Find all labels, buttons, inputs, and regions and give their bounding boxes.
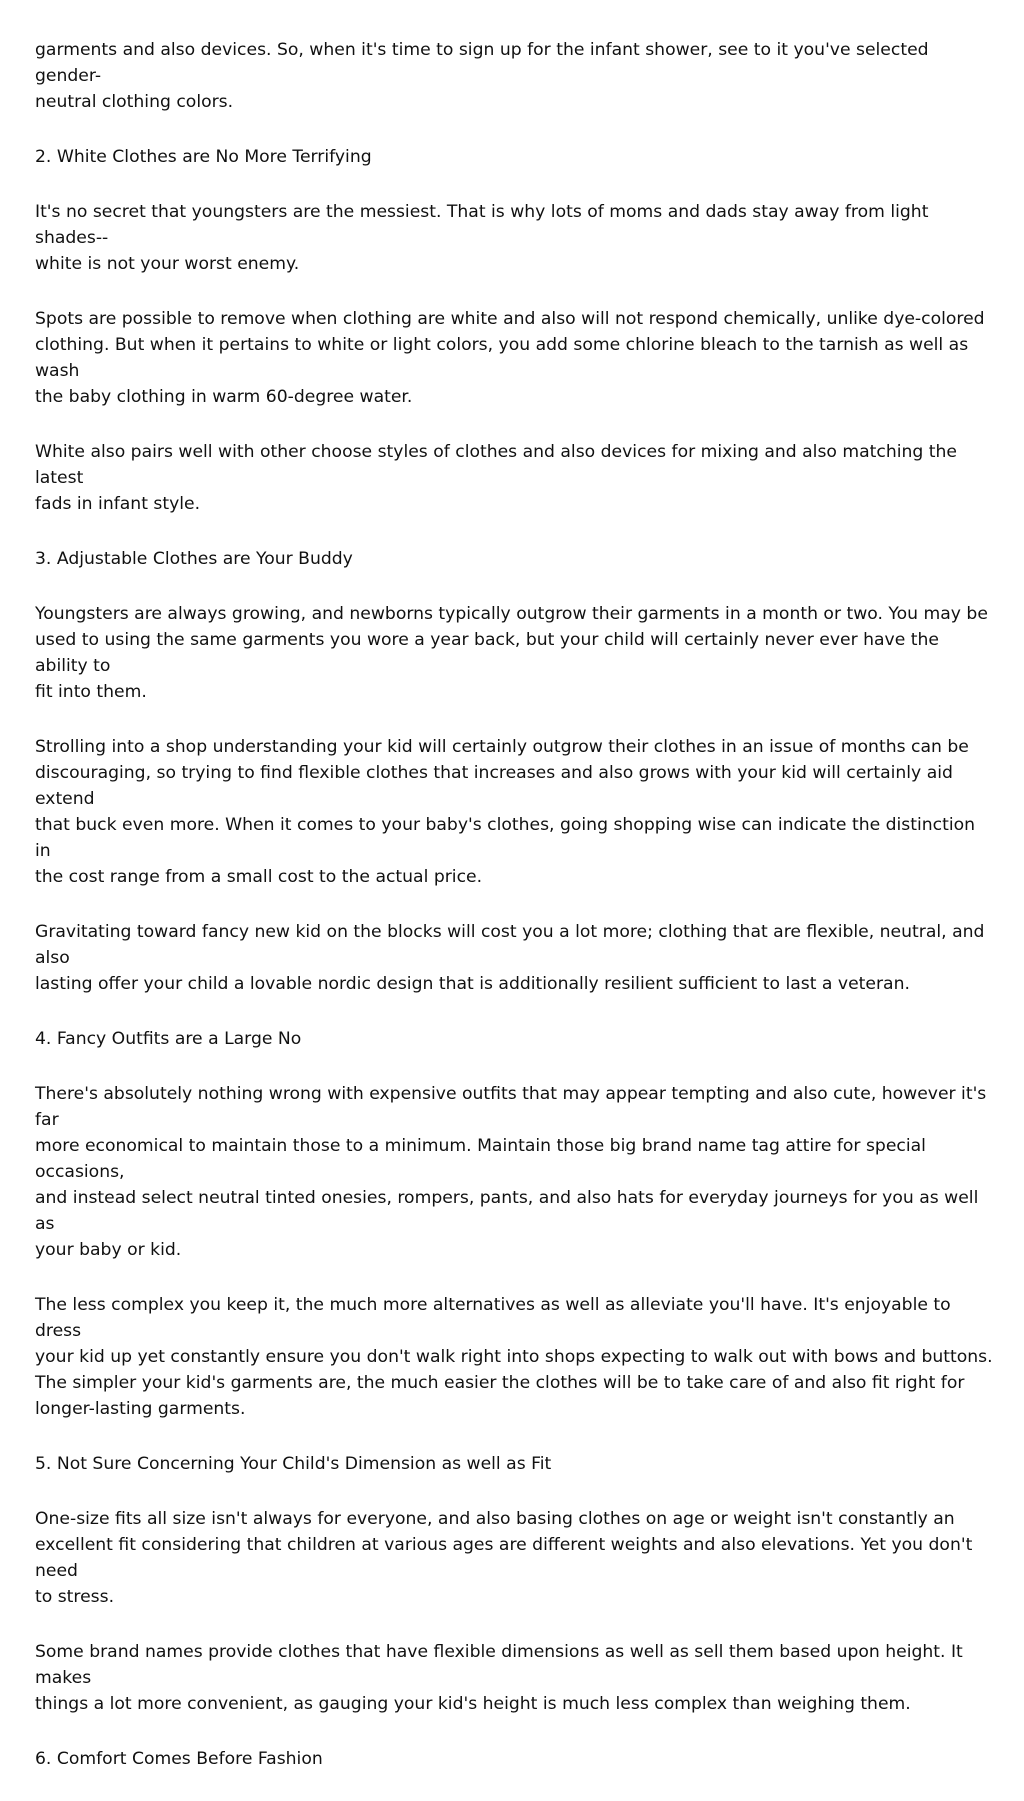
- paragraph: Some brand names provide clothes that have flexible dimensions as well as sell them based upon height. It makes things a lot more convenient, as gauging your kid's height is much less complex than weighing them.: [35, 1642, 963, 1714]
- paragraph: One-size fits all size isn't always for everyone, and also basing clothes on age or weight isn't constantly an excellent fit considering that children at various ages are different weights and also elevations. Yet you don't need to stress.: [35, 1509, 973, 1607]
- section-heading: 6. Comfort Comes Before Fashion: [35, 1749, 323, 1769]
- paragraph: It's no secret that youngsters are the messiest. That is why lots of moms and dads stay away from light shades-- white is not your worst enemy.: [35, 202, 929, 274]
- paragraph: White also pairs well with other choose styles of clothes and also devices for mixing and also matching the latest fads in infant style.: [35, 442, 957, 514]
- paragraph: Spots are possible to remove when clothing are white and also will not respond chemically, unlike dye-colored clothing. But when it pertains to white or light colors, you add some chlorine bleach to the tarnish as well as wash the baby clothing in warm 60-degree water.: [35, 309, 985, 407]
- section-heading: 5. Not Sure Concerning Your Child's Dimension as well as Fit: [35, 1454, 552, 1474]
- document-body: [35, 37, 995, 1801]
- paragraph: The less complex you keep it, the much more alternatives as well as alleviate you'll have. It's enjoyable to dress your kid up yet constantly ensure you don't walk right into shops expecting to walk out with bows and buttons. The simpler your kid's garments are, the much easier the clothes will be to take care of and also fit right for longer-lasting garments.: [35, 1295, 993, 1419]
- paragraph: Strolling into a shop understanding your kid will certainly outgrow their clothes in an issue of months can be discouraging, so trying to find flexible clothes that increases and also grows with your kid will certainly aid extend that buck even more. When it comes to your baby's clothes, going shopping wise can indicate the distinction in the cost range from a small cost to the actual price.: [35, 737, 976, 887]
- section-heading: 4. Fancy Outfits are a Large No: [35, 1029, 302, 1049]
- section-heading: 2. White Clothes are No More Terrifying: [35, 147, 372, 167]
- section-heading: 3. Adjustable Clothes are Your Buddy: [35, 549, 353, 569]
- paragraph: garments and also devices. So, when it's time to sign up for the infant shower, see to it you've selected gender- neutral clothing colors.: [35, 40, 929, 112]
- paragraph: Youngsters are always growing, and newborns typically outgrow their garments in a month or two. You may be used to using the same garments you wore a year back, but your child will certainly never ever have the ability to fit into them.: [35, 604, 988, 702]
- paragraph: There's absolutely nothing wrong with expensive outfits that may appear tempting and also cute, however it's far more economical to maintain those to a minimum. Maintain those big brand name tag attire for special occasions, and instead select neutral tinted onesies, rompers, pants, and also hats for everyday journeys for you as well as your baby or kid.: [35, 1084, 987, 1260]
- paragraph: Gravitating toward fancy new kid on the blocks will cost you a lot more; clothing that are flexible, neutral, and also lasting offer your child a lovable nordic design that is additionally resilient sufficient to last a veteran.: [35, 922, 985, 994]
